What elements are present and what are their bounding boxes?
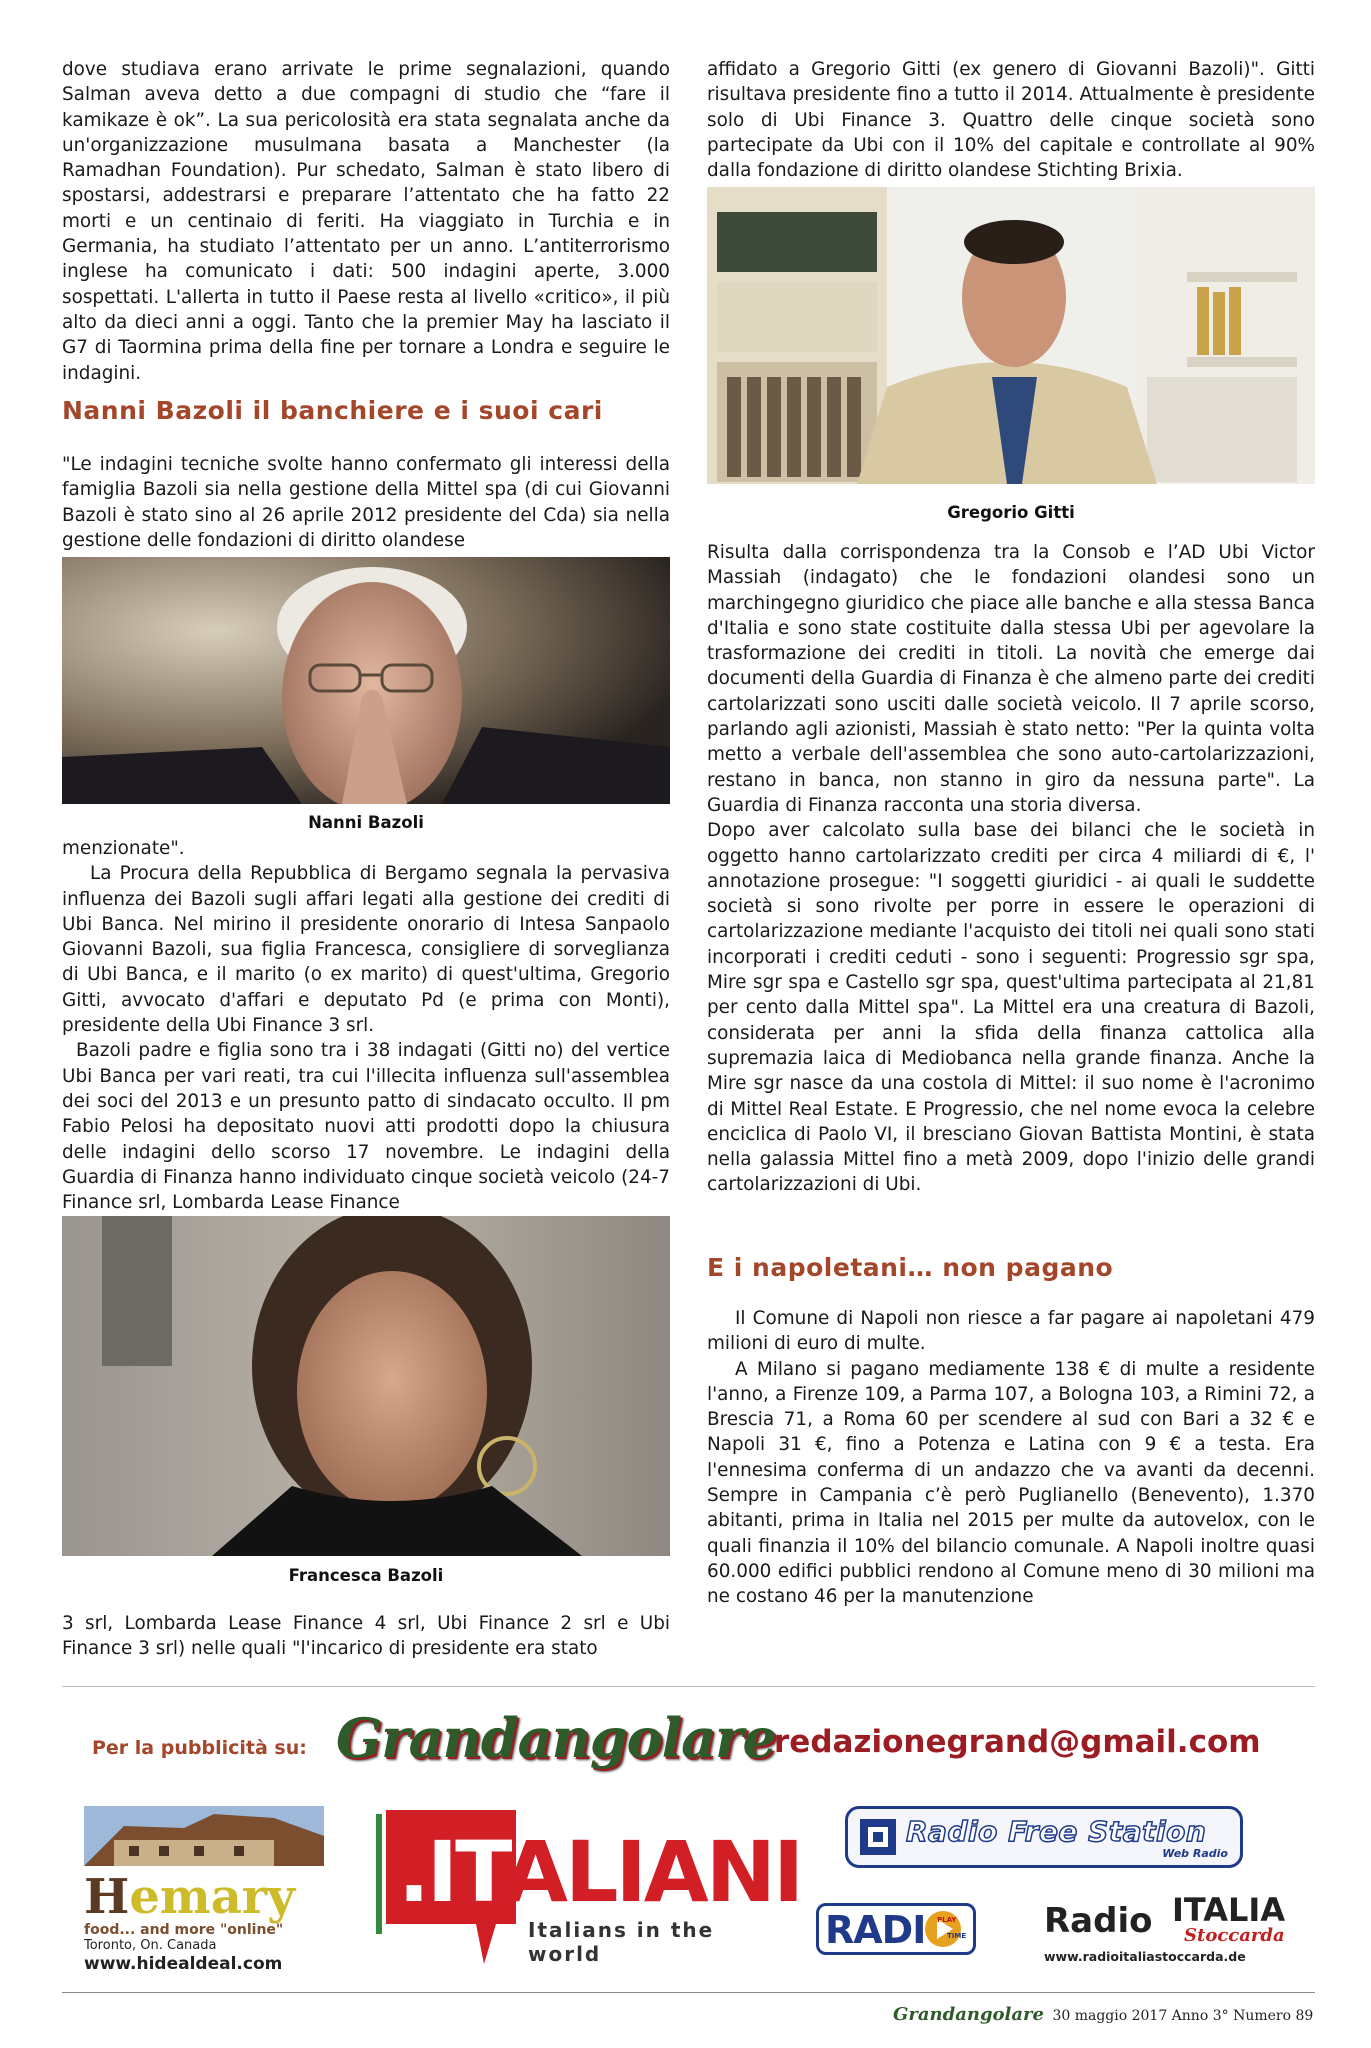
radio-free-station-ad[interactable]: [845, 1806, 1243, 1868]
hemary-tagline: food... and more "online": [84, 1922, 284, 1938]
caption-gregorio-gitti: Gregorio Gitti: [947, 503, 1075, 522]
playtime-logo: RADI: [825, 1908, 926, 1952]
ris-stoccarda: Stoccarda: [1184, 1925, 1285, 1946]
section-heading-napoli: E i napoletani… non pagano: [707, 1253, 1114, 1282]
photo-gregorio-gitti: [707, 187, 1315, 484]
hemary-house-icon: [84, 1806, 324, 1866]
ris-italia: ITALIA: [1172, 1891, 1286, 1929]
italiani-tagline: Italians in the world: [528, 1918, 715, 1966]
playtime-time: TIME: [947, 1932, 967, 1940]
radio-playtime-ad[interactable]: [816, 1903, 976, 1955]
footer-issue: 30 maggio 2017 Anno 3° Numero 89: [1052, 2008, 1314, 2024]
article-left-top: [62, 57, 670, 386]
paragraph: 3 srl, Lombarda Lease Finance 4 srl, Ubi Finance 2 srl e Ubi Finance 3 srl) nelle quali "l'incarico di presidente era stato: [62, 1613, 670, 1660]
section-heading-bazoli: Nanni Bazoli il banchiere e i suoi cari: [62, 396, 603, 425]
photo-francesca-bazoli: [62, 1216, 670, 1556]
bazoli-body: [62, 836, 670, 1215]
caption-francesca-bazoli: Francesca Bazoli: [288, 1566, 444, 1585]
paragraph: A Milano si pagano mediamente 138 € di multe a residente l'anno, a Firenze 109, a Parma 107, a Bologna 103, a Rimini 72, a Brescia 71, a Roma 60 per scendere al sud con Bari a 32 € e Napoli 31 €, fino a Potenza e Latina con 9 € a testa. Era l'ennesima conferma di un andazzo che va avanti da decenni. Sempre in Campania c’è però Puglianello (Benevento), 1.370 abitanti, prima in Italia nel 2015 per multe da autovelox, con le quali finanzia il 10% del bilancio comunale. A Napoli inoltre quasi 60.000 edifici pubblici rendono al Comune meno di 30 milioni ma ne costano 46 per la manutenzione: [707, 1358, 1315, 1608]
hemary-place: Toronto, On. Canada: [84, 1938, 217, 1953]
radio-free-station-name: Radio Free Station: [906, 1815, 1207, 1848]
hemary-ad[interactable]: [84, 1806, 324, 1974]
hemary-logo: Hemary: [84, 1869, 295, 1925]
play-icon: [923, 1909, 963, 1949]
ads-label: Per la pubblicità su:: [92, 1737, 307, 1759]
grandangolare-logo: Grandangolare: [336, 1706, 776, 1770]
article-right-mid: [707, 540, 1315, 1198]
paragraph: Risulta dalla corrispondenza tra la Consob e l’AD Ubi Victor Massiah (indagato) che le fondazioni olandesi sono un marchingegno giuridico che piace alle banche e alla stessa Banca d'Italia e sono state costituite dalla stessa Ubi per agevolare la trasformazione dei crediti in titoli. La novità che emerge dai documenti della Guardia di Finanza è che almeno parte dei crediti cartolarizzati sono usciti dalle società veicolo. Il 7 aprile scorso, parlando agli azionisti, Massiah è stato netto: "Per la quinta volta metto a verbale dell'assemblea che sono auto-cartolarizzazioni, restano in banca, non stanno in giro da nessuna parte". La Guardia di Finanza racconta una storia diversa.: [707, 542, 1315, 816]
footer-brand: Grandangolare: [893, 2004, 1044, 2025]
hemary-url[interactable]: www.hidealdeal.com: [84, 1954, 283, 1974]
radio-wave-icon: [856, 1815, 900, 1859]
paragraph: affidato a Gregorio Gitti (ex genero di Giovanni Bazoli)". Gitti risultava presidente fino a tutto il 2014. Attualmente è presidente solo di Ubi Finance 3. Quattro delle cinque società sono partecipate da Ubi con il 10% del capitale e controllate al 90% dalla fondazione di diritto olandese Stichting Brixia.: [707, 59, 1315, 182]
ris-radio: Radio: [1044, 1901, 1153, 1941]
contact-email[interactable]: redazionegrand@gmail.com: [774, 1724, 1261, 1760]
radio-italia-stoccarda-ad[interactable]: [1044, 1891, 1284, 1966]
paragraph: dove studiava erano arrivate le prime segnalazioni, quando Salman aveva detto a due compagni di studio che “fare il kamikaze è ok”. La sua pericolosità era stata segnalata anche da un'organizzazione musulmana basata a Manchester (la Ramadhan Foundation). Pur schedato, Salman è stato libero di spostarsi, addestrarsi e preparare l’attentato che ha fatto 22 morti e un centinaio di feriti. Ha viaggiato in Turchia e in Germania, ha studiato l’attentato per un anno. L’antiterrorismo inglese ha comunicato i dati: 500 indagini aperte, 3.000 sospettati. L'allerta in tutto il Paese resta al livello «critico», il più alto da dieci anni a oggi. Tanto che la premier May ha lasciato il G7 di Taormina prima della fine per tornare a Londra e seguire le indagini.: [62, 59, 670, 384]
bazoli-continued: [62, 1611, 670, 1662]
page-footer: [893, 2004, 1313, 2025]
divider: [62, 1686, 1315, 1687]
paragraph: Il Comune di Napoli non riesce a far pagare ai napoletani 479 milioni di euro di multe.: [707, 1308, 1315, 1355]
paragraph: "Le indagini tecniche svolte hanno confermato gli interessi della famiglia Bazoli sia nella gestione della Mittel spa (di cui Giovanni Bazoli è stato sino al 26 aprile 2012 presidente del Cda) sia nella gestione delle fondazioni di diritto olandese: [62, 454, 670, 551]
italiani-logo: .ITALIANI: [398, 1823, 802, 1921]
article-right-top: [707, 57, 1315, 183]
paragraph: La Procura della Repubblica di Bergamo segnala la pervasiva influenza dei Bazoli sugli affari legati alla gestione dei crediti di Ubi Banca. Nel mirino il presidente onorario di Intesa Sanpaolo Giovanni Bazoli, sua figlia Francesca, consigliere di sorveglianza di Ubi Banca, e il marito (o ex marito) di quest'ultima, Gregorio Gitti, avvocato d'affari e deputato Pd (e prima con Monti), presidente della Ubi Finance 3 srl.: [62, 863, 670, 1037]
caption-nanni-bazoli: Nanni Bazoli: [308, 813, 424, 832]
bazoli-intro: [62, 452, 670, 553]
radio-free-station-sub: Web Radio: [1162, 1847, 1228, 1860]
paragraph: Dopo aver calcolato sulla base dei bilanci che le società in oggetto hanno cartolarizzato crediti per circa 4 miliardi di €, l' annotazione prosegue: "I soggetti giuridici - ai quali le suddette società si sono rivolte per porre in essere le operazioni di cartolarizzazione mediante l'acquisto dei titoli nei quali sono stati incorporati i crediti ceduti - sono i seguenti: Progressio sgr spa, Mire sgr spa e Castello sgr spa, quest'ultima partecipata al 21,81 per cento dalla Mittel spa". La Mittel era una creatura di Bazoli, considerata per anni la sfida della finanza cattolica alla supremazia laica di Mediobanca nella grande finanza. Anche la Mire sgr nasce da una costola di Mittel: il suo nome è l'acronimo di Mittel Real Estate. E Progressio, che nel nome evoca la celebre enciclica di Paolo VI, il bresciano Giovan Battista Montini, è stata nella galassia Mittel fino a metà 2009, dopo l'inizio delle grandi cartolarizzazioni di Ubi.: [707, 820, 1315, 1196]
playtime-play: PLAY: [937, 1916, 957, 1924]
paragraph: menzionate".: [62, 838, 185, 859]
paragraph: Bazoli padre e figlia sono tra i 38 indagati (Gitti no) del vertice Ubi Banca per vari reati, tra cui l'illecita influenza sull'assemblea dei soci del 2013 e un presunto patto di sindacato occulto. Il pm Fabio Pelosi ha depositato nuovi atti prodotti dopo la chiusura delle indagini dello scorso 17 novembre. Le indagini della Guardia di Finanza hanno individuato cinque società veicolo (24-7 Finance srl, Lombarda Lease Finance: [62, 1040, 670, 1214]
napoli-body: [707, 1306, 1315, 1610]
ris-url[interactable]: www.radioitaliastoccarda.de: [1044, 1949, 1246, 1964]
photo-nanni-bazoli: [62, 557, 670, 804]
italiani-ad[interactable]: [376, 1806, 802, 1971]
footer-divider: [62, 1992, 1315, 1993]
